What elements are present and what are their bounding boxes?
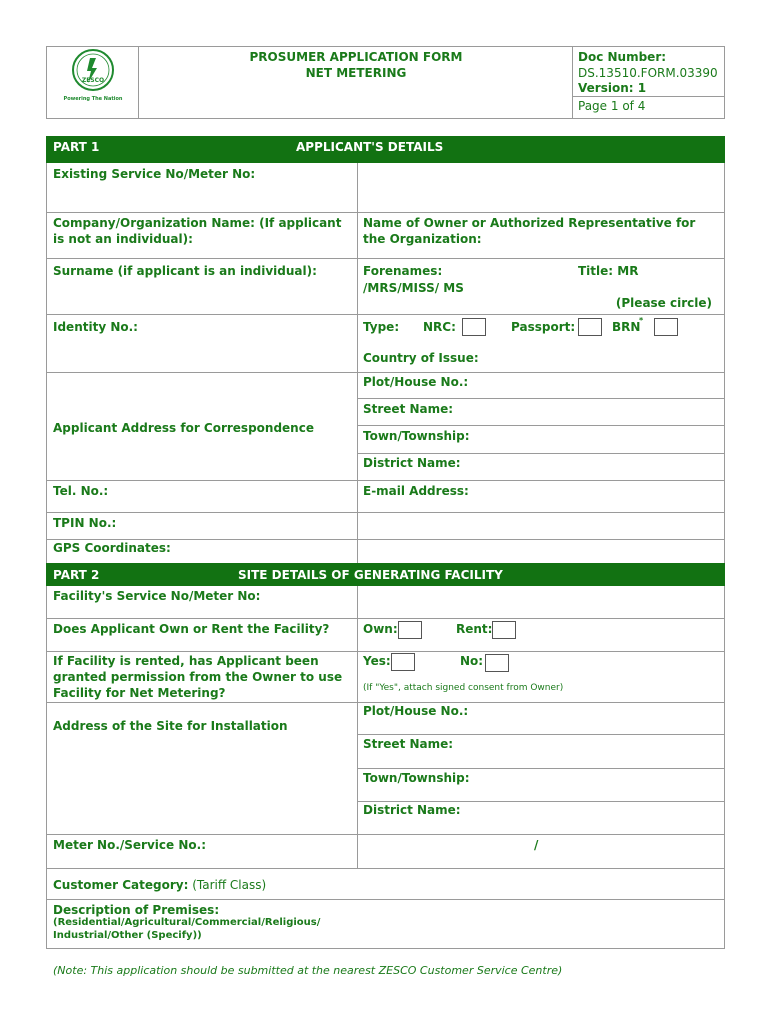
row-line (357, 768, 725, 769)
town-label: Town/Township: (363, 429, 470, 443)
facility-service-label: Facility's Service No/Meter No: (53, 589, 261, 603)
own-checkbox[interactable] (398, 621, 422, 639)
yes-consent-note: (If "Yes", attach signed consent from Owner) (363, 683, 564, 693)
company-name-label: Company/Organization Name: (If applicant is not an individual): (53, 216, 342, 246)
yes-checkbox[interactable] (391, 653, 415, 671)
doc-version: Version: 1 (578, 81, 647, 95)
description-premises-label: Description of Premises: (53, 903, 220, 917)
title-label: Title: MR (578, 264, 639, 278)
customer-category-label: Customer Category: (53, 878, 189, 892)
row-line (46, 618, 725, 619)
row-line (357, 425, 725, 426)
tel-label: Tel. No.: (53, 484, 109, 498)
doc-number-value: DS.13510.FORM.03390 (578, 66, 718, 80)
nrc-checkbox[interactable] (462, 318, 486, 336)
rent-label: Rent: (456, 622, 493, 636)
email-label: E-mail Address: (363, 484, 469, 498)
part2-title: SITE DETAILS OF GENERATING FACILITY (238, 568, 503, 582)
row-line (357, 398, 725, 399)
please-circle: (Please circle) (615, 296, 712, 310)
brn-asterisk: * (639, 316, 644, 325)
meter-no-label: Meter No./Service No.: (53, 838, 206, 852)
part1-label: PART 1 (53, 140, 100, 154)
part2-label: PART 2 (53, 568, 100, 582)
nrc-label: NRC: (423, 320, 456, 334)
rent-checkbox[interactable] (492, 621, 516, 639)
plot-label: Plot/House No.: (363, 375, 469, 389)
identity-no-label: Identity No.: (53, 320, 138, 334)
country-of-issue-label: Country of Issue: (363, 351, 479, 365)
row-line (357, 453, 725, 454)
forenames-label: Forenames: (363, 264, 443, 278)
site-street-label: Street Name: (363, 737, 454, 751)
form-subtitle: NET METERING (305, 66, 407, 80)
row-line (46, 834, 725, 835)
site-district-label: District Name: (363, 803, 461, 817)
surname-label: Surname (if applicant is an individual): (53, 264, 317, 278)
row-line (46, 212, 725, 213)
row-line (46, 480, 725, 481)
logo-tagline: Powering The Nation (63, 96, 123, 102)
row-line (46, 899, 725, 900)
doc-page: Page 1 of 4 (578, 99, 646, 113)
type-label: Type: (363, 320, 400, 334)
street-label: Street Name: (363, 402, 454, 416)
description-premises-options: (Residential/Agricultural/Commercial/Religious/ Industrial/Other (Specify)) (53, 917, 321, 941)
logo-text: ZESCO (81, 77, 105, 84)
site-plot-label: Plot/House No.: (363, 704, 469, 718)
form-title: PROSUMER APPLICATION FORM (249, 50, 463, 64)
row-line (357, 734, 725, 735)
doc-number-label: Doc Number: (578, 50, 667, 64)
tariff-class-label: (Tariff Class) (192, 878, 267, 892)
header-page-divider (572, 96, 725, 97)
site-town-label: Town/Township: (363, 771, 470, 785)
title-options: /MRS/MISS/ MS (363, 281, 464, 295)
row-line (46, 372, 725, 373)
row-line (46, 868, 725, 869)
owner-name-label: Name of Owner or Authorized Representative for the Organization: (363, 216, 696, 246)
customer-category (53, 877, 266, 893)
site-address-label: Address of the Site for Installation (53, 719, 288, 733)
own-rent-question: Does Applicant Own or Rent the Facility? (53, 622, 330, 636)
header-divider-right (572, 46, 573, 119)
row-line (46, 314, 725, 315)
applicant-address-label: Applicant Address for Correspondence (53, 421, 314, 435)
brn-checkbox[interactable] (654, 318, 678, 336)
yes-label: Yes: (363, 654, 391, 668)
facility-service-input[interactable] (358, 587, 724, 617)
row-line (46, 258, 725, 259)
rented-permission-question: If Facility is rented, has Applicant been granted permission from the Owner to use Facility for Net Metering? (53, 654, 343, 700)
gps-input[interactable] (358, 540, 724, 562)
meter-no-slash: / (534, 838, 539, 852)
brn-label: BRN (612, 320, 641, 334)
district-label: District Name: (363, 456, 461, 470)
header-divider-left (138, 46, 139, 119)
no-checkbox[interactable] (485, 654, 509, 672)
tpin-input[interactable] (358, 513, 724, 538)
column-divider (357, 586, 358, 868)
own-label: Own: (363, 622, 398, 636)
gps-label: GPS Coordinates: (53, 541, 171, 555)
part1-title: APPLICANT'S DETAILS (296, 140, 444, 154)
existing-service-input[interactable] (358, 164, 724, 211)
submission-note: (Note: This application should be submitted at the nearest ZESCO Customer Service Centre) (53, 964, 563, 977)
no-label: No: (460, 654, 484, 668)
passport-checkbox[interactable] (578, 318, 602, 336)
tpin-label: TPIN No.: (53, 516, 117, 530)
row-line (46, 651, 725, 652)
existing-service-label: Existing Service No/Meter No: (53, 167, 256, 181)
passport-label: Passport: (511, 320, 576, 334)
